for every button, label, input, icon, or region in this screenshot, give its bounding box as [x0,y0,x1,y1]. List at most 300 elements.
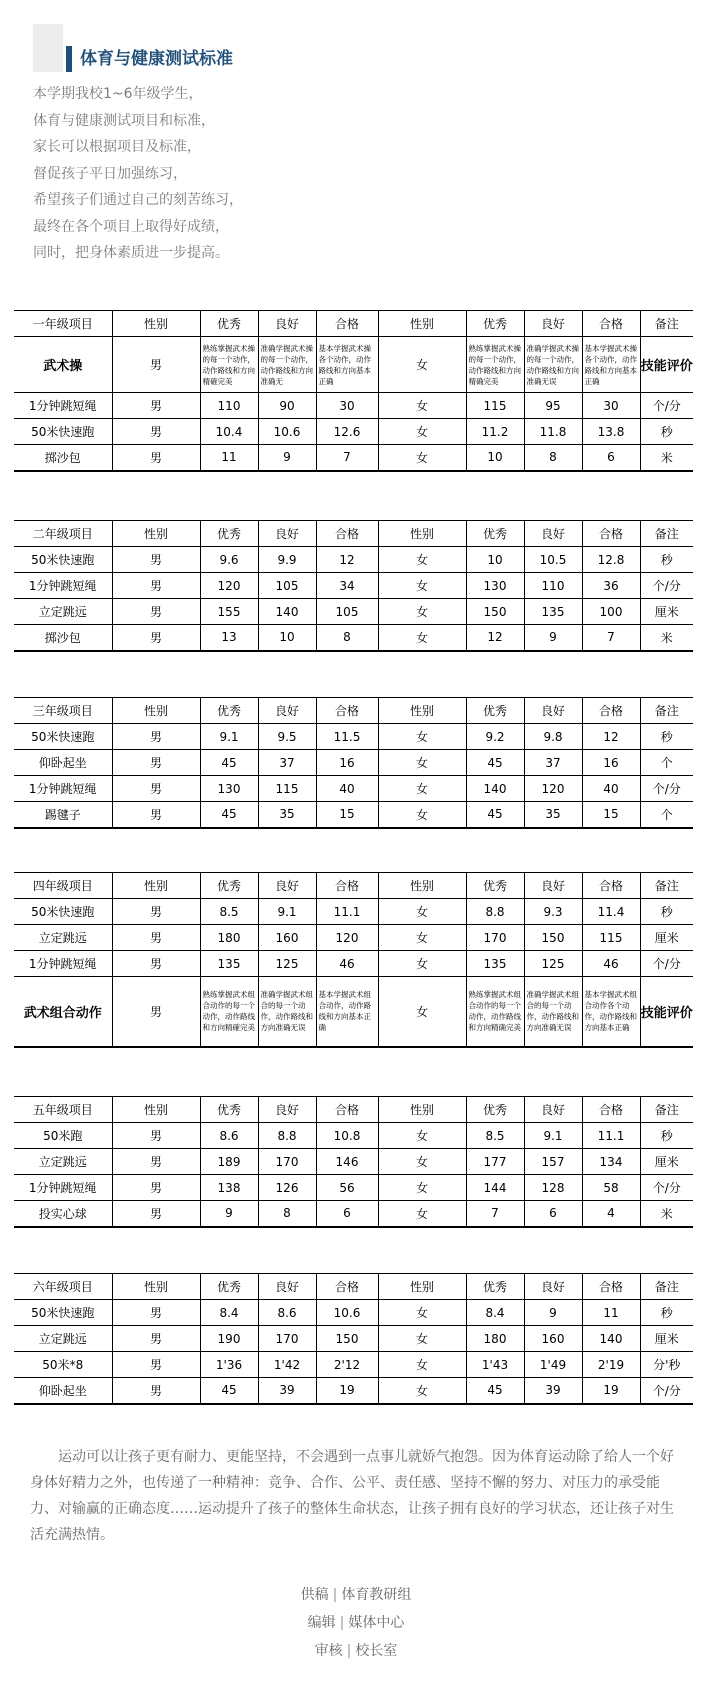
table-cell: 12.8 [582,547,640,573]
table-cell: 12 [466,625,524,651]
table-cell: 11 [200,445,258,471]
intro-line: 希望孩子们通过自己的刻苦练习， [33,192,243,208]
table-cell: 女 [378,951,466,977]
table-cell: 30 [316,393,378,419]
table-cell: 135 [524,599,582,625]
item-name: 踢毽子 [14,802,112,828]
table-cell: 140 [582,1326,640,1352]
table-row [14,925,693,951]
table-cell: 120 [200,573,258,599]
item-name: 50米跑 [14,1123,112,1149]
table-cell: 140 [466,776,524,802]
column-header: 良好 [524,1097,582,1123]
column-header: 良好 [524,1274,582,1300]
table-row [14,1175,693,1201]
table-cell: 男 [112,445,200,471]
intro-line: 本学期我校1~6年级学生， [33,86,203,102]
column-header: 合格 [582,521,640,547]
column-header: 优秀 [466,698,524,724]
item-name: 50米快速跑 [14,724,112,750]
grade-title: 六年级项目 [14,1274,112,1300]
column-header: 良好 [258,698,316,724]
table-cell: 基本学握武术操各个动作，动作路线和方向基本正确 [582,337,640,393]
table-cell: 秒 [640,899,693,925]
credit-line: 审核 | 校长室 [314,1643,398,1659]
item-name: 仰卧起坐 [14,750,112,776]
grade-title: 五年级项目 [14,1097,112,1123]
table-cell: 男 [112,547,200,573]
table-cell: 女 [378,899,466,925]
table-cell: 10 [466,547,524,573]
table-cell: 9.2 [466,724,524,750]
table-cell: 10.4 [200,419,258,445]
grade-table [14,520,693,652]
table-cell: 120 [316,925,378,951]
table-cell: 女 [378,1326,466,1352]
table-cell: 8.5 [200,899,258,925]
column-header: 合格 [582,698,640,724]
table-cell: 4 [582,1201,640,1227]
table-cell: 189 [200,1149,258,1175]
table-cell: 个/分 [640,573,693,599]
table-cell: 女 [378,1123,466,1149]
column-header: 性别 [378,521,466,547]
table-row [14,977,693,1047]
table-cell: 10.6 [258,419,316,445]
table-cell: 9 [524,1300,582,1326]
table-cell: 个/分 [640,393,693,419]
item-name: 1分钟跳短绳 [14,393,112,419]
table-cell: 8.8 [258,1123,316,1149]
column-header: 性别 [378,698,466,724]
table-row [14,1123,693,1149]
table-cell: 女 [378,750,466,776]
table-cell: 米 [640,445,693,471]
table-cell: 熟练掌握武术组合动作的每一个动作，动作路线和方向精确完美 [466,977,524,1047]
table-cell: 13.8 [582,419,640,445]
table-cell: 女 [378,599,466,625]
grade-table [14,310,693,472]
table-cell: 女 [378,337,466,393]
table-cell: 技能评价 [640,977,693,1047]
table-cell: 女 [378,977,466,1047]
table-cell: 146 [316,1149,378,1175]
item-name: 投实心球 [14,1201,112,1227]
column-header: 合格 [582,873,640,899]
table-cell: 厘米 [640,1149,693,1175]
item-name: 1分钟跳短绳 [14,1175,112,1201]
table-cell: 138 [200,1175,258,1201]
table-cell: 12.6 [316,419,378,445]
table-cell: 135 [200,951,258,977]
table-cell: 10.6 [316,1300,378,1326]
table-cell: 女 [378,625,466,651]
column-header: 优秀 [200,1097,258,1123]
table-row [14,337,693,393]
grade-title: 二年级项目 [14,521,112,547]
table-row [14,724,693,750]
table-cell: 110 [524,573,582,599]
intro-line: 督促孩子平日加强练习， [33,165,187,182]
intro-line: 体育与健康测试项目和标准， [33,112,215,129]
table-cell: 男 [112,776,200,802]
table-cell: 7 [316,445,378,471]
table-cell: 男 [112,1300,200,1326]
column-header: 优秀 [466,311,524,337]
item-name: 立定跳远 [14,925,112,951]
table-cell: 155 [200,599,258,625]
table-row [14,1300,693,1326]
table-cell: 熟练掌握武术操的每一个动作，动作路线和方向精确完美 [466,337,524,393]
table-cell: 115 [258,776,316,802]
table-cell: 11.5 [316,724,378,750]
table-cell: 8.4 [200,1300,258,1326]
table-cell: 秒 [640,724,693,750]
table-cell: 16 [316,750,378,776]
table-cell: 男 [112,802,200,828]
table-row [14,547,693,573]
table-cell: 男 [112,625,200,651]
item-name: 立定跳远 [14,1326,112,1352]
table-row [14,802,693,828]
table-cell: 40 [582,776,640,802]
column-header: 优秀 [466,873,524,899]
table-cell: 女 [378,1352,466,1378]
table-cell: 熟练掌握武术组合动作的每一个动作，动作路线和方向精確完美 [200,977,258,1047]
table-cell: 个/分 [640,951,693,977]
table-row [14,573,693,599]
table-cell: 男 [112,1201,200,1227]
credit-name: 校长室 [355,1643,398,1659]
table-row [14,1352,693,1378]
table-cell: 35 [524,802,582,828]
table-cell: 39 [258,1378,316,1404]
table-cell: 准确学握武术操的每一个动作，动作路线和方向准确无 [258,337,316,393]
column-header: 性别 [112,698,200,724]
item-name: 1分钟跳短绳 [14,951,112,977]
column-header: 优秀 [200,521,258,547]
table-cell: 女 [378,445,466,471]
column-header: 合格 [316,873,378,899]
table-cell: 90 [258,393,316,419]
column-header: 优秀 [200,873,258,899]
table-cell: 个/分 [640,776,693,802]
table-cell: 1'36 [200,1352,258,1378]
credit-role: 供稿 [300,1587,329,1603]
table-cell: 1'49 [524,1352,582,1378]
table-cell: 女 [378,1378,466,1404]
table-cell: 36 [582,573,640,599]
table-cell: 37 [258,750,316,776]
table-cell: 女 [378,802,466,828]
table-cell: 120 [524,776,582,802]
intro-line: 家长可以根据项目及标准， [33,139,201,155]
grade-table [14,1096,693,1228]
table-cell: 秒 [640,1300,693,1326]
table-row [14,1201,693,1227]
credit-line: 编辑 | 媒体中心 [307,1615,405,1631]
table-cell: 8 [258,1201,316,1227]
table-cell: 9.9 [258,547,316,573]
table-cell: 126 [258,1175,316,1201]
table-cell: 190 [200,1326,258,1352]
table-cell: 女 [378,573,466,599]
table-cell: 7 [582,625,640,651]
column-header: 备注 [640,1274,693,1300]
table-cell: 9.1 [524,1123,582,1149]
page-title: 体育与健康测试标准 [80,49,233,69]
table-cell: 女 [378,925,466,951]
column-header: 合格 [316,521,378,547]
table-cell: 34 [316,573,378,599]
table-cell: 30 [582,393,640,419]
table-cell: 9.6 [200,547,258,573]
table-cell: 11.2 [466,419,524,445]
grade-table [14,872,693,1048]
table-cell: 140 [258,599,316,625]
column-header: 性别 [112,521,200,547]
table-cell: 8.8 [466,899,524,925]
column-header: 优秀 [200,1274,258,1300]
intro-line: 最终在各个项目上取得好成绩， [33,218,229,235]
column-header: 优秀 [466,1097,524,1123]
table-cell: 35 [258,802,316,828]
table-cell: 9 [258,445,316,471]
item-name: 掷沙包 [14,625,112,651]
item-name: 立定跳远 [14,1149,112,1175]
table-cell: 170 [466,925,524,951]
table-cell: 9.5 [258,724,316,750]
table-cell: 45 [200,750,258,776]
column-header: 性别 [112,311,200,337]
grade-title: 三年级项目 [14,698,112,724]
column-header: 性别 [378,1097,466,1123]
table-cell: 个 [640,750,693,776]
table-cell: 女 [378,724,466,750]
table-row [14,419,693,445]
column-header: 优秀 [466,521,524,547]
table-cell: 12 [582,724,640,750]
table-cell: 9.3 [524,899,582,925]
table-cell: 准确学握武术组合的每一个动作，动作路线和方向准确无误 [258,977,316,1047]
column-header: 备注 [640,873,693,899]
table-cell: 105 [316,599,378,625]
table-cell: 女 [378,1201,466,1227]
table-cell: 11.1 [582,1123,640,1149]
table-cell: 6 [524,1201,582,1227]
grade-title: 一年级项目 [14,311,112,337]
table-cell: 8.6 [258,1300,316,1326]
table-cell: 46 [316,951,378,977]
table-cell: 厘米 [640,925,693,951]
column-header: 合格 [316,698,378,724]
table-cell: 秒 [640,1123,693,1149]
table-cell: 128 [524,1175,582,1201]
column-header: 合格 [316,1274,378,1300]
item-name: 1分钟跳短绳 [14,776,112,802]
column-header: 性别 [112,1097,200,1123]
column-header: 良好 [524,311,582,337]
table-cell: 男 [112,1175,200,1201]
item-name: 50米快速跑 [14,899,112,925]
table-row [14,899,693,925]
table-cell: 16 [582,750,640,776]
column-header: 良好 [258,1097,316,1123]
column-header: 优秀 [200,698,258,724]
table-cell: 58 [582,1175,640,1201]
grade-table [14,1273,693,1405]
column-header: 性别 [112,873,200,899]
credit-role: 审核 [314,1643,343,1659]
item-name: 50米快速跑 [14,547,112,573]
table-cell: 基本学握武术组合动作，动作路线和方向基本正确 [316,977,378,1047]
table-row [14,625,693,651]
column-header: 合格 [316,1097,378,1123]
table-cell: 11.8 [524,419,582,445]
table-cell: 男 [112,1352,200,1378]
credit-line: 供稿 | 体育教研组 [300,1587,412,1603]
table-cell: 1'42 [258,1352,316,1378]
table-cell: 13 [200,625,258,651]
table-cell: 9.1 [200,724,258,750]
table-cell: 熟练掌握武术操的每一个动作，动作路线和方向精確完美 [200,337,258,393]
table-cell: 女 [378,776,466,802]
table-cell: 准确学握武术组合的每一个动作，动作路线和方向准确无误 [524,977,582,1047]
column-header: 良好 [524,873,582,899]
item-name: 仰卧起坐 [14,1378,112,1404]
table-cell: 160 [258,925,316,951]
column-header: 良好 [258,873,316,899]
table-cell: 45 [466,802,524,828]
table-cell: 45 [200,1378,258,1404]
column-header: 备注 [640,521,693,547]
table-cell: 170 [258,1326,316,1352]
table-cell: 8.5 [466,1123,524,1149]
column-header: 优秀 [466,1274,524,1300]
column-header: 性别 [378,1274,466,1300]
column-header: 合格 [582,1274,640,1300]
table-row [14,393,693,419]
table-cell: 个 [640,802,693,828]
table-cell: 基本学握武术操各个动作，动作路线和方向基本正确 [316,337,378,393]
table-cell: 个/分 [640,1175,693,1201]
closing-paragraph: 运动可以让孩子更有耐力、更能坚持，不会遇到一点事儿就娇气抱怨。因为体育运动除了给人一个好身体好精力之外，也传递了一种精神：竞争、合作、公平、责任感、坚持不懈的努力、对压力的承受能力、对输赢的正确态度……运动提升了孩子的整体生命状态，让孩子拥有良好的学习状态，还让孩子对生活充满热情。 [30,1449,674,1543]
column-header: 良好 [524,521,582,547]
header-decoration [33,24,63,72]
table-cell: 10 [466,445,524,471]
table-cell: 100 [582,599,640,625]
table-row [14,1378,693,1404]
table-cell: 男 [112,393,200,419]
table-cell: 177 [466,1149,524,1175]
column-header: 优秀 [200,311,258,337]
table-cell: 8 [524,445,582,471]
table-cell: 157 [524,1149,582,1175]
table-cell: 180 [200,925,258,951]
table-cell: 9.8 [524,724,582,750]
table-row [14,951,693,977]
table-cell: 男 [112,1149,200,1175]
intro-text [33,81,243,267]
table-cell: 40 [316,776,378,802]
column-header: 良好 [258,1274,316,1300]
intro-line: 同时，把身体素质进一步提高。 [33,245,229,261]
table-row [14,750,693,776]
credit-name: 媒体中心 [348,1615,405,1631]
column-header: 合格 [582,311,640,337]
table-cell: 男 [112,337,200,393]
table-cell: 男 [112,1378,200,1404]
table-cell: 12 [316,547,378,573]
table-cell: 女 [378,1300,466,1326]
table-cell: 男 [112,573,200,599]
table-cell: 2'19 [582,1352,640,1378]
table-cell: 11 [582,1300,640,1326]
item-name: 50米快速跑 [14,419,112,445]
table-cell: 45 [466,1378,524,1404]
table-row [14,1149,693,1175]
table-cell: 10.5 [524,547,582,573]
table-cell: 男 [112,419,200,445]
item-name: 50米快速跑 [14,1300,112,1326]
table-cell: 女 [378,393,466,419]
column-header: 性别 [378,311,466,337]
grade-title: 四年级项目 [14,873,112,899]
table-cell: 45 [200,802,258,828]
table-row [14,445,693,471]
table-cell: 115 [466,393,524,419]
table-cell: 米 [640,1201,693,1227]
table-cell: 56 [316,1175,378,1201]
table-cell: 15 [582,802,640,828]
table-row [14,599,693,625]
table-cell: 125 [258,951,316,977]
table-cell: 准确学握武术操的每一个动作，动作路线和方向准确无误 [524,337,582,393]
table-cell: 男 [112,1326,200,1352]
table-row [14,776,693,802]
table-row [14,1326,693,1352]
table-cell: 女 [378,1149,466,1175]
table-cell: 2'12 [316,1352,378,1378]
table-cell: 1'43 [466,1352,524,1378]
table-cell: 秒 [640,419,693,445]
table-cell: 11.1 [316,899,378,925]
table-cell: 130 [466,573,524,599]
table-cell: 8 [316,625,378,651]
column-header: 良好 [258,521,316,547]
item-name: 武术组合动作 [14,977,112,1047]
column-header: 良好 [258,311,316,337]
table-cell: 95 [524,393,582,419]
item-name: 掷沙包 [14,445,112,471]
column-header: 性别 [378,873,466,899]
table-cell: 女 [378,419,466,445]
table-cell: 米 [640,625,693,651]
table-cell: 厘米 [640,599,693,625]
table-cell: 135 [466,951,524,977]
column-header: 良好 [524,698,582,724]
table-cell: 10 [258,625,316,651]
table-cell: 6 [316,1201,378,1227]
column-header: 合格 [582,1097,640,1123]
table-cell: 150 [466,599,524,625]
column-header: 备注 [640,311,693,337]
table-cell: 男 [112,951,200,977]
column-header: 性别 [112,1274,200,1300]
table-cell: 男 [112,724,200,750]
column-header: 备注 [640,698,693,724]
table-cell: 6 [582,445,640,471]
